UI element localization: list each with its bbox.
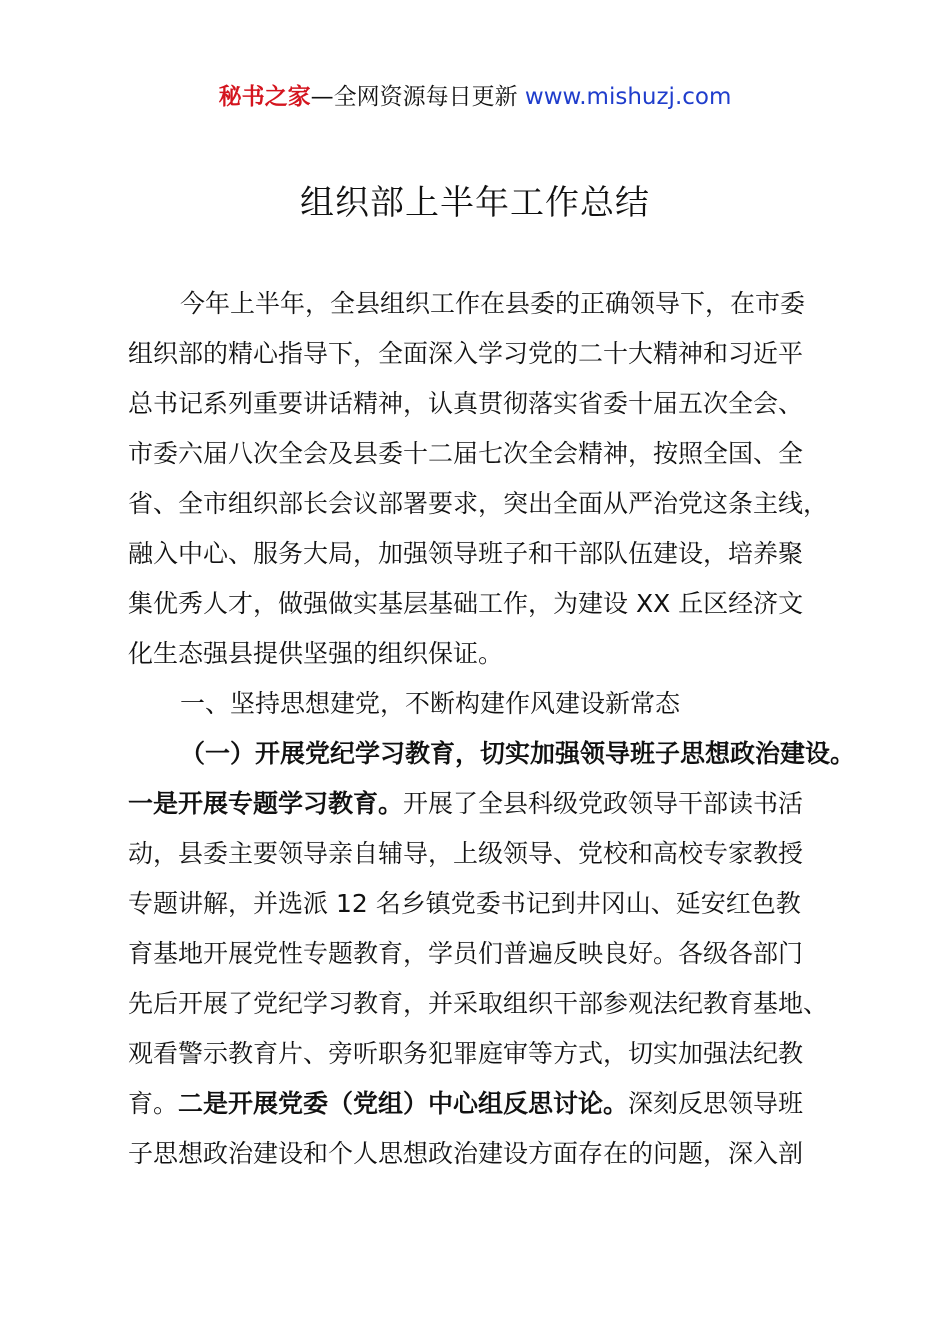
- text-line: [128, 379, 840, 429]
- document-title: 组织部上半年工作总结: [300, 183, 650, 223]
- brand-name: 秘书之家: [218, 84, 311, 110]
- bold-text-segment: 二是开展党委（党组）中心组反思讨论。: [178, 1089, 629, 1118]
- text-line: [128, 829, 840, 879]
- text-segment: 省、全市组织部长会议部署要求，突出全面从严治党这条主线，: [128, 489, 829, 518]
- text-segment: 开展了全县科级党政领导干部读书活: [403, 789, 804, 818]
- text-segment: 总书记系列重要讲话精神，认真贯彻落实省委十届五次全会、: [128, 389, 804, 418]
- text-segment: 育。: [128, 1089, 179, 1118]
- text-line: [128, 879, 840, 929]
- text-line: [128, 729, 856, 779]
- text-line: [128, 979, 840, 1029]
- text-line: [128, 329, 840, 379]
- header-tagline: —全网资源每日更新: [310, 84, 525, 110]
- text-segment: 组织部的精心指导下，全面深入学习党的二十大精神和习近平: [128, 339, 804, 368]
- text-segment: 市委六届八次全会及县委十二届七次全会精神，按照全国、全: [128, 439, 804, 468]
- text-line: [128, 429, 840, 479]
- text-segment: 子思想政治建设和个人思想政治建设方面存在的问题，深入剖: [128, 1139, 804, 1168]
- text-segment: 动，县委主要领导亲自辅导，上级领导、党校和高校专家教授: [128, 839, 804, 868]
- text-line: [128, 1029, 840, 1079]
- document-body: [128, 279, 856, 1179]
- text-line: [128, 1079, 840, 1129]
- text-line: [128, 679, 840, 729]
- text-line: [128, 479, 840, 529]
- text-segment: 化生态强县提供坚强的组织保证。: [128, 639, 504, 668]
- text-segment: 先后开展了党纪学习教育，并采取组织干部参观法纪教育基地、: [128, 989, 829, 1018]
- site-url-link[interactable]: www.mishuzj.com: [524, 84, 732, 110]
- text-segment: 育基地开展党性专题教育，学员们普遍反映良好。各级各部门: [128, 939, 804, 968]
- text-segment: 深刻反思领导班: [628, 1089, 804, 1118]
- text-segment: 集优秀人才，做强做实基层基础工作，为建设 XX 丘区经济文: [128, 589, 804, 618]
- text-line: [128, 779, 840, 829]
- text-line: [128, 279, 840, 329]
- bold-text-segment: （一）开展党纪学习教育，切实加强领导班子思想政治建设。: [180, 739, 856, 768]
- text-segment: 融入中心、服务大局，加强领导班子和干部队伍建设，培养聚: [128, 539, 804, 568]
- text-line: [128, 629, 840, 679]
- bold-text-segment: 一是开展专题学习教育。: [128, 789, 404, 818]
- text-line: [128, 579, 840, 629]
- text-segment: 一、坚持思想建党，不断构建作风建设新常态: [180, 689, 681, 718]
- text-line: [128, 929, 840, 979]
- text-line: [128, 1129, 840, 1179]
- site-header: [0, 82, 950, 112]
- text-line: [128, 529, 840, 579]
- text-segment: 观看警示教育片、旁听职务犯罪庭审等方式，切实加强法纪教: [128, 1039, 804, 1068]
- text-segment: 专题讲解，并选派 12 名乡镇党委书记到井冈山、延安红色教: [128, 889, 801, 918]
- text-segment: 今年上半年，全县组织工作在县委的正确领导下，在市委: [180, 289, 806, 318]
